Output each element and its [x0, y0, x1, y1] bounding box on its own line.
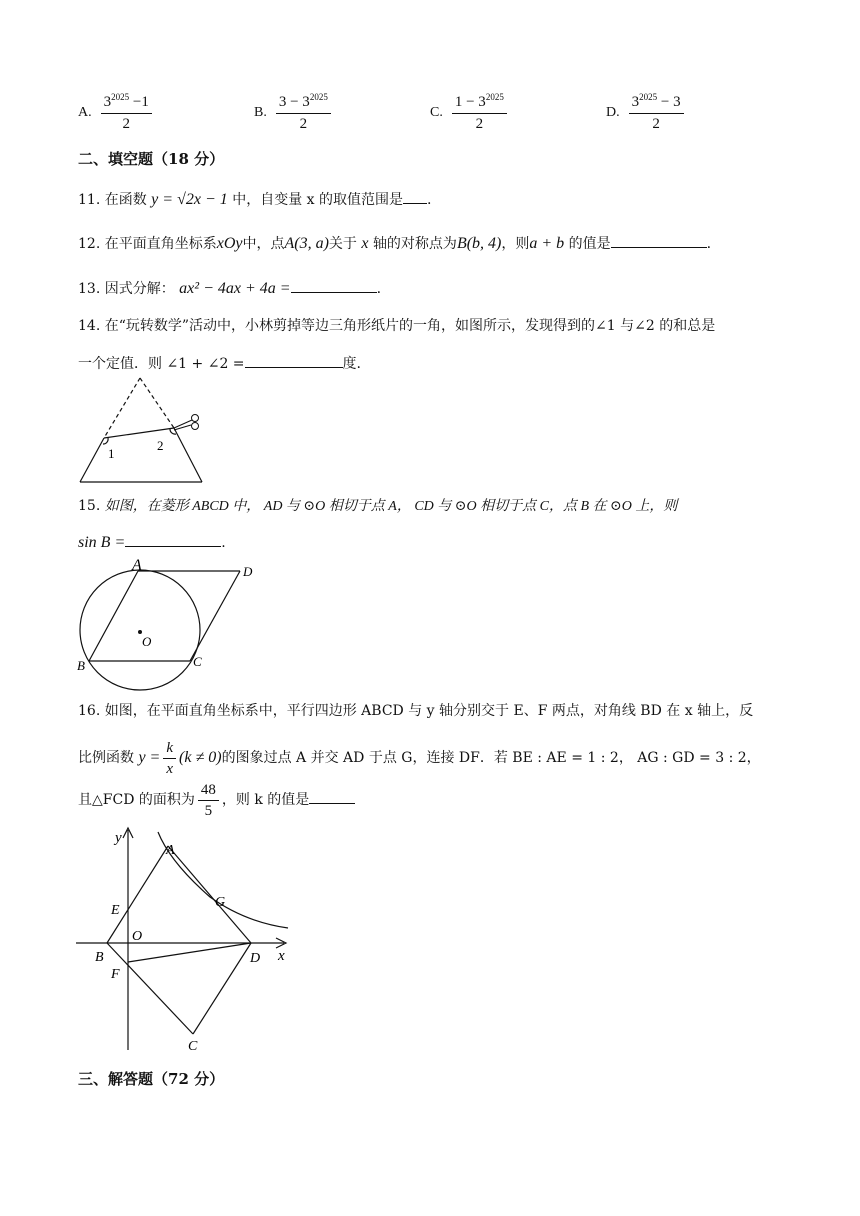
num-base: 3 − 3	[278, 94, 310, 110]
numerator: k	[163, 740, 176, 759]
function-lhs: y =	[138, 749, 161, 766]
question-text: 的值是	[568, 236, 611, 252]
label-a: A	[166, 843, 175, 858]
triangle-edge	[174, 428, 202, 482]
label-b: B	[95, 950, 104, 965]
label-b: B	[77, 658, 85, 673]
answer-blank	[291, 278, 377, 293]
label-o: O	[142, 634, 152, 649]
num-exponent: 2025	[111, 92, 130, 102]
label-d: D	[250, 951, 261, 966]
segment-dc	[193, 943, 251, 1034]
axis-name: x	[361, 235, 369, 252]
coordinate-system: xOy	[216, 235, 243, 252]
option-fraction	[276, 92, 331, 133]
denominator: 2	[122, 116, 130, 132]
segment-ad	[168, 846, 251, 943]
question-text: 如图，在菱形 ABCD 中， AD 与 ⊙O 相切于点 A， CD 与 ⊙O 相切于点 C，点 B 在 ⊙O 上，则	[104, 499, 678, 514]
question-16-line-2	[78, 738, 761, 778]
hyperbola-curve	[158, 832, 288, 928]
question-number: 13.	[78, 281, 101, 297]
expression: ax² − 4ax + 4a =	[179, 280, 291, 297]
question-text: 在“玩转数学”活动中，小林剪掉等边三角形纸片的一角，如图所示，发现得到的∠1 与∠2 的和总是	[104, 318, 716, 334]
question-text: 因式分解：	[104, 281, 175, 297]
triangle-edge	[80, 438, 104, 482]
option-label: B.	[254, 104, 267, 120]
figure-16-coordinate-plane	[70, 822, 310, 1058]
num-exponent: 2025	[639, 92, 658, 102]
label-x: x	[278, 948, 285, 964]
question-text: ，则	[501, 236, 530, 252]
segment-cb	[107, 943, 193, 1034]
num-tail: − 3	[657, 94, 681, 110]
num-exponent: 2025	[309, 92, 328, 102]
option-label: C.	[430, 104, 443, 120]
question-text: 在函数	[104, 192, 147, 208]
question-text: 的图象过点 A 并交 AD 于点 G，连接 DF．若 BE : AE = 1 : 2， AG : GD = 3 : 2，	[221, 750, 761, 766]
question-number: 15.	[78, 498, 101, 514]
option-c	[430, 92, 510, 133]
question-14-line-1	[78, 317, 715, 335]
answer-blank	[403, 189, 427, 204]
question-text: 中，自变量 x 的取值范围是	[232, 192, 403, 208]
question-12	[78, 233, 711, 253]
label-o: O	[132, 929, 143, 944]
question-15-line-1	[78, 497, 677, 516]
question-number: 11.	[78, 192, 101, 208]
num-exponent: 2025	[485, 92, 504, 102]
denominator: x	[166, 760, 174, 777]
denominator: 2	[475, 116, 484, 132]
label-e: E	[111, 903, 120, 918]
question-text: 度.	[342, 356, 361, 372]
segment-fd	[128, 943, 251, 962]
option-b	[254, 92, 334, 133]
label-a: A	[132, 557, 142, 574]
option-fraction	[452, 92, 507, 133]
question-text: 在平面直角坐标系	[104, 236, 217, 252]
denominator: 2	[652, 116, 660, 132]
answer-blank	[125, 532, 221, 547]
cut-line	[104, 428, 174, 438]
option-label: D.	[606, 104, 620, 120]
function-condition: (k ≠ 0)	[179, 749, 222, 766]
question-16-line-1	[78, 702, 753, 720]
label-f: F	[111, 967, 120, 982]
question-14-line-2	[78, 353, 361, 373]
function-fraction	[163, 740, 176, 777]
option-fraction	[629, 92, 684, 133]
option-fraction	[101, 92, 152, 133]
scissors-icon	[174, 415, 199, 431]
point-b: B(b, 4)	[456, 235, 502, 252]
dashed-edge	[104, 378, 140, 438]
answer-blank	[245, 353, 343, 368]
answer-blank	[309, 789, 355, 804]
section-heading: 三、解答题（72 分）	[78, 1070, 225, 1088]
question-text: 轴的对称点为	[372, 236, 457, 252]
label-g: G	[215, 895, 226, 910]
figure-14-triangle	[70, 372, 220, 490]
question-13	[78, 278, 381, 298]
denominator: 2	[299, 116, 308, 132]
segment-dc	[190, 571, 240, 661]
num-tail: −1	[129, 94, 149, 110]
question-text: 如图，在平面直角坐标系中，平行四边形 ABCD 与 y 轴分别交于 E、F 两点，对角线 BD 在 x 轴上，反	[104, 703, 754, 719]
question-number: 12.	[78, 236, 101, 252]
angle-2-label: 2	[157, 438, 164, 453]
dashed-edge	[140, 378, 174, 428]
num-base: 1 − 3	[454, 94, 486, 110]
expression: sin B =	[78, 534, 126, 551]
expression: a + b	[529, 235, 565, 252]
punctuation: .	[376, 281, 382, 297]
formula: y = √2x − 1	[151, 191, 228, 208]
numerator: 48	[198, 782, 219, 801]
question-text: 中，点	[242, 236, 285, 252]
question-15-line-2	[78, 532, 226, 552]
denominator: 5	[204, 802, 213, 819]
point-a: A(3, a)	[284, 235, 329, 252]
question-16-line-3	[78, 780, 355, 820]
option-label: A.	[78, 104, 92, 120]
label-d: D	[243, 564, 253, 579]
question-number: 16.	[78, 703, 101, 719]
label-y: y	[115, 830, 122, 846]
question-number: 14.	[78, 318, 101, 334]
question-11	[78, 189, 431, 209]
section-heading: 二、填空题（18 分）	[78, 150, 225, 168]
segment-ba	[89, 571, 138, 661]
figure-15-rhombus-circle	[70, 556, 270, 696]
area-fraction	[198, 782, 219, 819]
question-text: 一个定值．则 ∠1 + ∠2 =	[78, 356, 245, 372]
question-text: 关于	[328, 236, 357, 252]
question-text: ，则 k 的值是	[221, 792, 310, 808]
answer-blank	[611, 233, 707, 248]
label-c: C	[193, 654, 202, 669]
question-text: 且△FCD 的面积为	[78, 792, 195, 808]
label-c: C	[188, 1039, 198, 1054]
punctuation: .	[427, 192, 432, 208]
num-base: 3	[631, 94, 640, 110]
punctuation: .	[706, 236, 712, 252]
question-text: 比例函数	[78, 750, 134, 766]
num-base: 3	[103, 94, 112, 110]
option-a	[78, 92, 155, 133]
option-d	[606, 92, 687, 133]
angle-1-label: 1	[108, 446, 115, 461]
punctuation: .	[221, 535, 226, 551]
